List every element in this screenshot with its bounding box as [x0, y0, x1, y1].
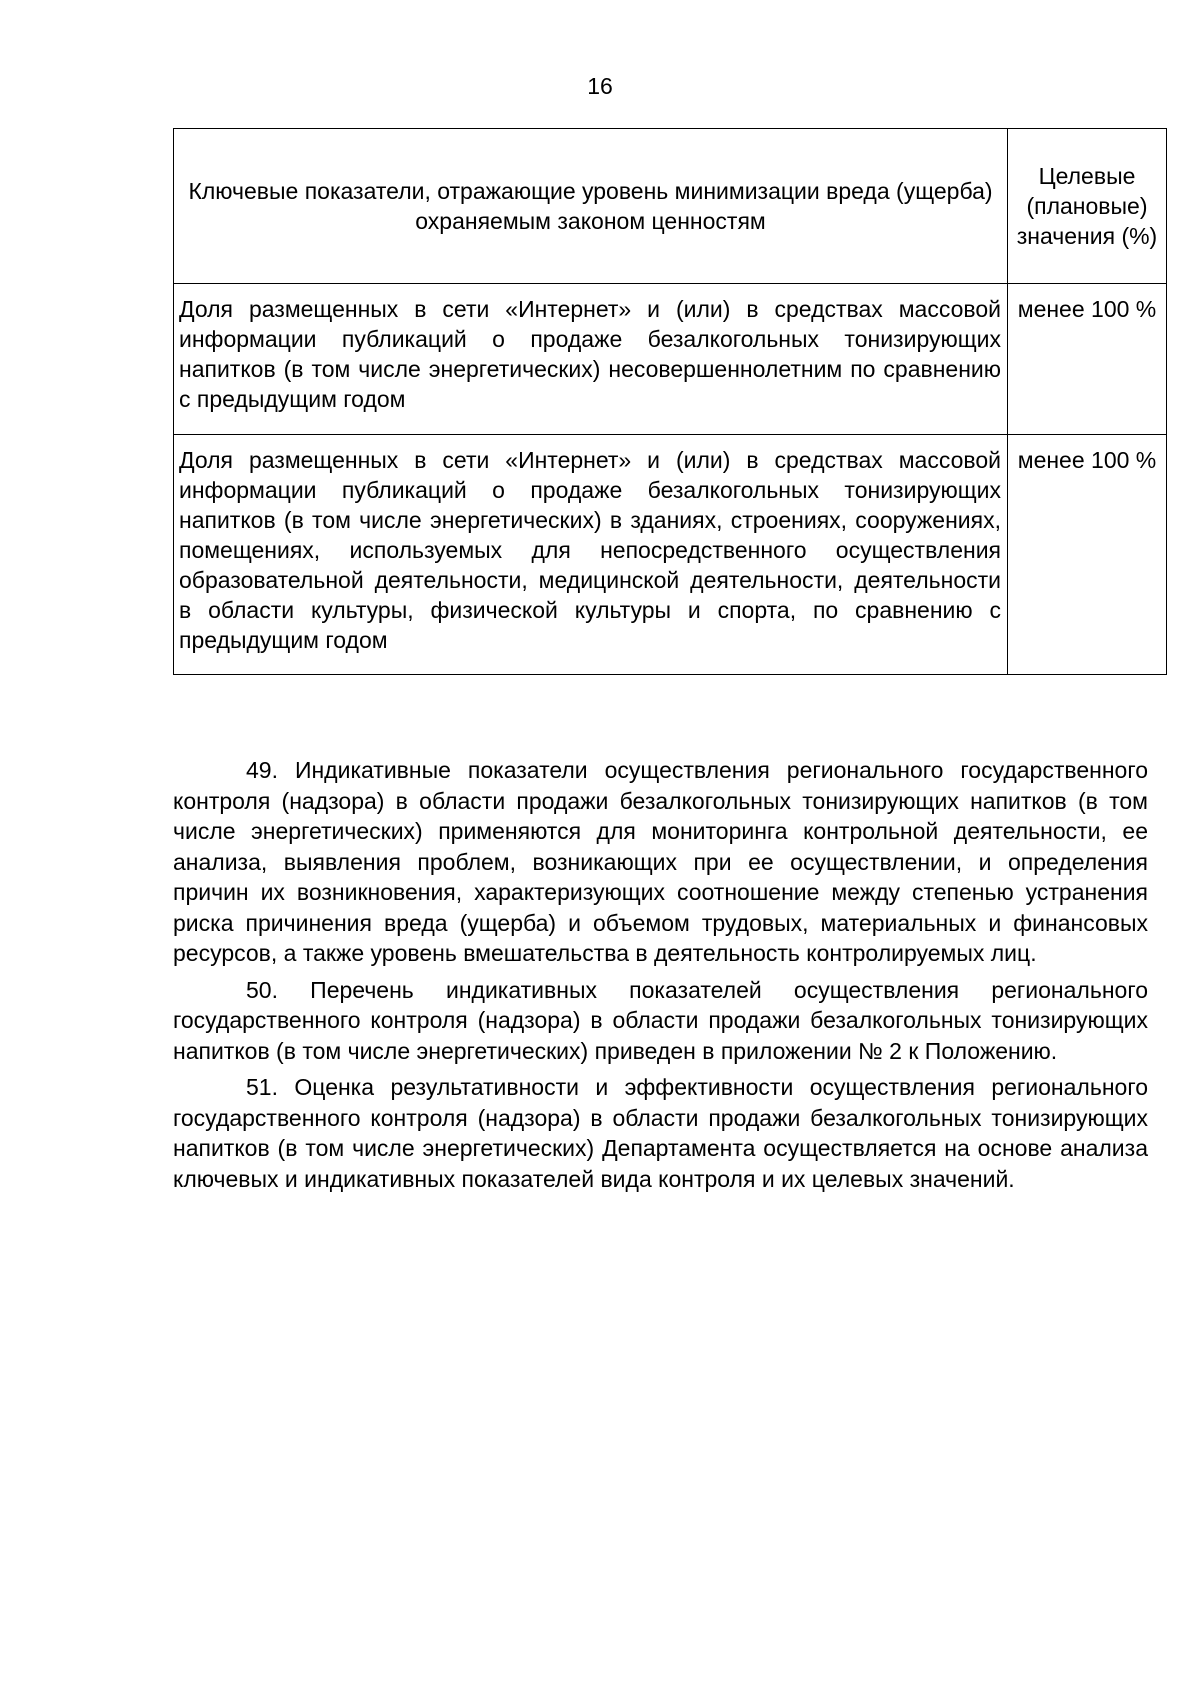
body-text	[173, 755, 1148, 1200]
key-indicators-table	[173, 128, 1167, 675]
paragraph-50: 50. Перечень индикативных показателей осуществления регионального государственного контроля (надзора) в области продажи безалкогольных тонизирующих напитков (в том числе энергетических) приведен в приложении № 2 к Положению.	[173, 976, 1148, 1064]
header-target-value-cell: Целевые (плановые) значения (%)	[1008, 129, 1167, 284]
row-value-cell: менее 100 %	[1008, 435, 1167, 675]
row-indicator-cell: Доля размещенных в сети «Интернет» и (или) в средствах массовой информации публикаций о продаже безалкогольных тонизирующих напитков (в том числе энергетических) несовершеннолетним по сравнению с предыдущим годом	[174, 284, 1008, 435]
paragraph-49: 49. Индикативные показатели осуществления регионального государственного контроля (надзора) в области продажи безалкогольных тонизирующих напитков (в том числе энергетических) применяются для мониторинга контрольной деятельности, ее анализа, выявления проблем, возникающих при ее осуществлении, и определения причин их возникновения, характеризующих соотношение между степенью устранения риска причинения вреда (ущерба) и объемом трудовых, материальных и финансовых ресурсов, а также уровень вмешательства в деятельность контролируемых лиц.	[173, 757, 1148, 966]
row-indicator-cell: Доля размещенных в сети «Интернет» и (или) в средствах массовой информации публикаций о продаже безалкогольных тонизирующих напитков (в том числе энергетических) в зданиях, строениях, сооружениях, помещениях, используемых для непосредственного осуществления образовательной деятельности, медицинской деятельности, деятельности в области культуры, физической культуры и спорта, по сравнению с предыдущим годом	[174, 435, 1008, 675]
table-row	[174, 284, 1167, 435]
header-indicator-cell: Ключевые показатели, отражающие уровень минимизации вреда (ущерба) охраняемым законом ценностям	[174, 129, 1008, 284]
row-value-cell: менее 100 %	[1008, 284, 1167, 435]
page-number: 16	[587, 73, 613, 99]
table-row	[174, 435, 1167, 675]
table-header-row	[174, 129, 1167, 284]
paragraph-51: 51. Оценка результативности и эффективности осуществления регионального государственного контроля (надзора) в области продажи безалкогольных тонизирующих напитков (в том числе энергетических) Департамента осуществляется на основе анализа ключевых и индикативных показателей вида контроля и их целевых значений.	[173, 1074, 1148, 1192]
